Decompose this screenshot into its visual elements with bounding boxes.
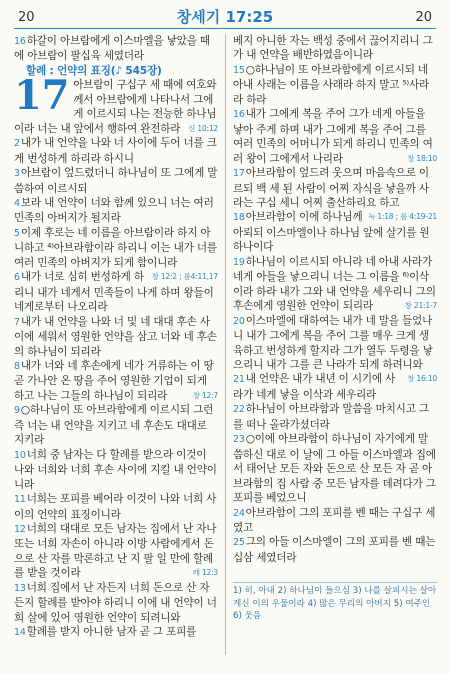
section-heading: 할례 : 언약의 표징(♪ 545장) bbox=[26, 64, 162, 77]
verse bbox=[14, 625, 218, 640]
verse-text: 너희는 포피를 베어라 이것이 나와 너희 사이의 언약의 표징이니라 bbox=[14, 493, 217, 521]
verse-number: 15 bbox=[233, 64, 245, 76]
verse-text: 아브람이 구십구 세 때에 여호와께서 아브람에게 나타나서 그에게 이르시되 나는 전능한 하나님이라 너는 내 앞에서 행하여 완전하라 bbox=[14, 79, 217, 135]
verse bbox=[14, 166, 218, 196]
cross-reference: 눅 1:18 ; 롬 4:19-21 bbox=[368, 212, 437, 222]
cross-reference: 창 16:10 bbox=[407, 374, 437, 384]
page-number-left: 20 bbox=[18, 10, 35, 25]
verse-number: 18 bbox=[233, 212, 245, 224]
verse-text: 보라 내 언약이 너와 함께 있으니 너는 여러 민족의 아버지가 될지라 bbox=[14, 196, 214, 225]
verse-number: 23 bbox=[233, 434, 245, 446]
verse-text: 내가 그에게 복을 주어 그가 네게 아들을 낳아 주게 하며 내가 그에게 복을 주어 그를 여러 민족의 어머니가 되게 하리니 민족의 여러 왕이 그에게서 나리라 bbox=[233, 108, 433, 165]
page-title: 창세기 17:25 bbox=[176, 8, 274, 26]
verse-number: 6 bbox=[14, 272, 20, 284]
verse-text: 아브라함이 엎드려 웃으며 마음속으로 이르되 백 세 된 사람이 어찌 자식을 낳을까 사라는 구십 세니 어찌 출산하리요 하고 bbox=[233, 167, 429, 209]
verse bbox=[14, 315, 218, 359]
cross-reference: 창 12:2 ; 롬4:11,17 bbox=[151, 272, 218, 282]
verse-text: 너희의 대대로 모든 남자는 집에서 난 자나 또는 너희 자손이 아니라 이방 사람에게서 돈으로 산 자를 막론하고 난 지 팔 일 만에 할례를 받을 것이라 bbox=[14, 522, 217, 580]
cross-reference: 창 12:7 bbox=[192, 390, 218, 400]
verse bbox=[14, 270, 218, 314]
verse bbox=[233, 255, 437, 314]
verse-number: 10 bbox=[14, 449, 26, 461]
column-divider bbox=[225, 34, 226, 655]
cross-reference: 신 10:12 bbox=[188, 123, 218, 133]
verse-number: 5 bbox=[14, 227, 20, 239]
verse-text: 베지 아니한 자는 백성 중에서 끊어지리니 그가 내 언약을 배반하였음이니라 bbox=[233, 35, 433, 62]
verse-number: 11 bbox=[14, 494, 26, 506]
verse-text: 하갈이 아브람에게 이스마엘을 낳았을 때에 아브람이 팔십육 세였더라 bbox=[14, 35, 210, 63]
verse-text: 이제 후로는 네 이름을 아브람이라 하지 아니하고 ⁴⁾아브라함이라 하리니 이는 내가 너를 여러 민족의 아버지가 되게 함이니라 bbox=[14, 226, 217, 269]
verse bbox=[233, 166, 437, 222]
verse-number: 8 bbox=[14, 360, 20, 372]
verse-text: 하나님이 이르시되 아니라 네 아내 사라가 네게 아들을 낳으리니 너는 그 이름을 ⁶⁾이삭이라 하라 내가 그와 내 언약을 세우리니 그의 후손에게 영원한 언약이 되리라 bbox=[233, 255, 436, 313]
verse bbox=[14, 581, 218, 625]
verse bbox=[14, 226, 218, 282]
chapter-number: 17 bbox=[14, 72, 70, 120]
cross-reference: 레 12:3 bbox=[192, 568, 218, 578]
verse bbox=[14, 196, 218, 226]
verse-text: 그의 아들 이스마엘이 그의 포피를 벤 때는 십삼 세였더라 bbox=[233, 536, 436, 564]
verse-number: 9 bbox=[14, 405, 20, 417]
verse-text: 너희 집에서 난 자든지 너희 돈으로 산 자든지 할례를 받아야 하리니 이에 내 언약이 너희 살에 있어 영원한 언약이 되려니와 bbox=[14, 581, 217, 624]
verse bbox=[14, 359, 218, 403]
verse-number: 20 bbox=[233, 315, 245, 327]
verse-number: 14 bbox=[14, 627, 26, 639]
footnotes: 1) 히, 아내 2) 하나님이 들으심 3) 나를 살피시는 살아 계신 이의 우물이라 4) 많은 무리의 아버지 5) 여주인 6) 웃음 bbox=[233, 582, 437, 623]
verse bbox=[233, 506, 437, 536]
verse-text: 이스마엘에 대하여는 내가 네 말을 들었나니 내가 그에게 복을 주어 그를 매우 크게 생육하고 번성하게 할지라 그가 열두 두령을 낳으리니 내가 그를 큰 나라가 되게 하려니와 bbox=[233, 314, 433, 371]
verse-text: 아브라함이 그의 포피를 벤 때는 구십구 세였고 bbox=[233, 506, 436, 534]
verse-number: 4 bbox=[14, 197, 20, 209]
verse-number: 19 bbox=[233, 256, 245, 268]
verse-text: 내가 내 언약을 나와 너 사이에 두어 너를 크게 번성하게 하리라 하시니 bbox=[14, 137, 217, 165]
cross-reference: 창 18:10 bbox=[407, 153, 437, 163]
verse bbox=[233, 372, 437, 402]
verse-text: ○이에 아브라함이 하나님이 자기에게 말씀하신 대로 이 날에 그 아들 이스마엘과 집에서 태어난 모든 자와 돈으로 산 모든 자 곧 아브라함의 집 사람 중 모든 남자를 데려다가 그 포피를 베었으니 bbox=[233, 433, 436, 505]
verse-number: 17 bbox=[233, 168, 245, 180]
verse-number: 21 bbox=[233, 374, 245, 386]
verse-text: 하나님이 아브라함과 말씀을 마치시고 그를 떠나 올라가셨더라 bbox=[233, 403, 429, 431]
verse bbox=[233, 535, 437, 565]
verse-number: 12 bbox=[14, 523, 26, 535]
verse bbox=[233, 402, 437, 432]
cross-reference: 창 21:1-7 bbox=[404, 301, 437, 311]
verse-text: ○하나님이 또 아브라함에게 이르시되 네 아내 사래는 이름을 사래라 하지 말고 ⁵⁾사라라 하라 bbox=[233, 63, 430, 106]
verse-number: 16 bbox=[233, 109, 245, 121]
verse-text: 내가 내 언약을 나와 너 및 네 대대 후손 사이에 세워서 영원한 언약을 삼고 너와 네 후손의 하나님이 되리라 bbox=[14, 315, 217, 358]
verse-text: 아브람이 엎드렸더니 하나님이 또 그에게 말씀하여 이르시되 bbox=[14, 167, 218, 195]
verse bbox=[14, 403, 218, 447]
verse-number: 24 bbox=[233, 507, 245, 519]
verse bbox=[233, 34, 437, 63]
verse-number: 2 bbox=[14, 138, 20, 150]
verse bbox=[14, 522, 218, 581]
verse bbox=[233, 432, 437, 505]
verse-number: 22 bbox=[233, 404, 245, 416]
verse bbox=[233, 210, 437, 254]
verse-number: 7 bbox=[14, 316, 20, 328]
page-header bbox=[0, 6, 450, 30]
verse-text: ○하나님이 또 아브라함에게 이르시되 그런즉 너는 내 언약을 지키고 네 후손도 대대로 지키라 bbox=[14, 404, 214, 447]
verse-text: 내가 너와 네 후손에게 네가 거류하는 이 땅 곧 가나안 온 땅을 주어 영원한 기업이 되게 하고 나는 그들의 하나님이 되리라 bbox=[14, 359, 214, 402]
verse bbox=[14, 34, 218, 64]
verse-number: 16 bbox=[14, 36, 26, 47]
verse bbox=[14, 492, 218, 522]
verse-number: 25 bbox=[233, 537, 245, 549]
verse-text: 너희 중 남자는 다 할례를 받으라 이것이 나와 너희와 너희 후손 사이에 지킬 내 언약이니라 bbox=[14, 448, 217, 491]
verse-number: 13 bbox=[14, 582, 26, 594]
header-rule bbox=[14, 28, 436, 29]
right-column bbox=[233, 34, 437, 565]
verse bbox=[14, 448, 218, 492]
verse bbox=[233, 63, 437, 107]
verse bbox=[14, 136, 218, 166]
verse-text: 내 언약은 내가 내년 이 시기에 사라가 네게 낳을 이삭과 세우리라 bbox=[233, 373, 396, 401]
verse-text: 아브라함이 이에 하나님께 아뢰되 이스마엘이나 하나님 앞에 살기를 원하나이다 bbox=[233, 211, 430, 254]
left-column bbox=[14, 34, 218, 641]
verse bbox=[233, 107, 437, 166]
page-number-right: 20 bbox=[415, 10, 432, 25]
verse-number: 3 bbox=[14, 168, 20, 180]
verse-text: 할례를 받지 아니한 남자 곧 그 포피를 bbox=[26, 626, 197, 639]
verse-text: 내가 너로 심히 번성하게 하리니 내가 네게서 민족들이 나게 하며 왕들이 네게로부터 나오리라 bbox=[14, 271, 214, 314]
chapter-start bbox=[14, 72, 218, 136]
